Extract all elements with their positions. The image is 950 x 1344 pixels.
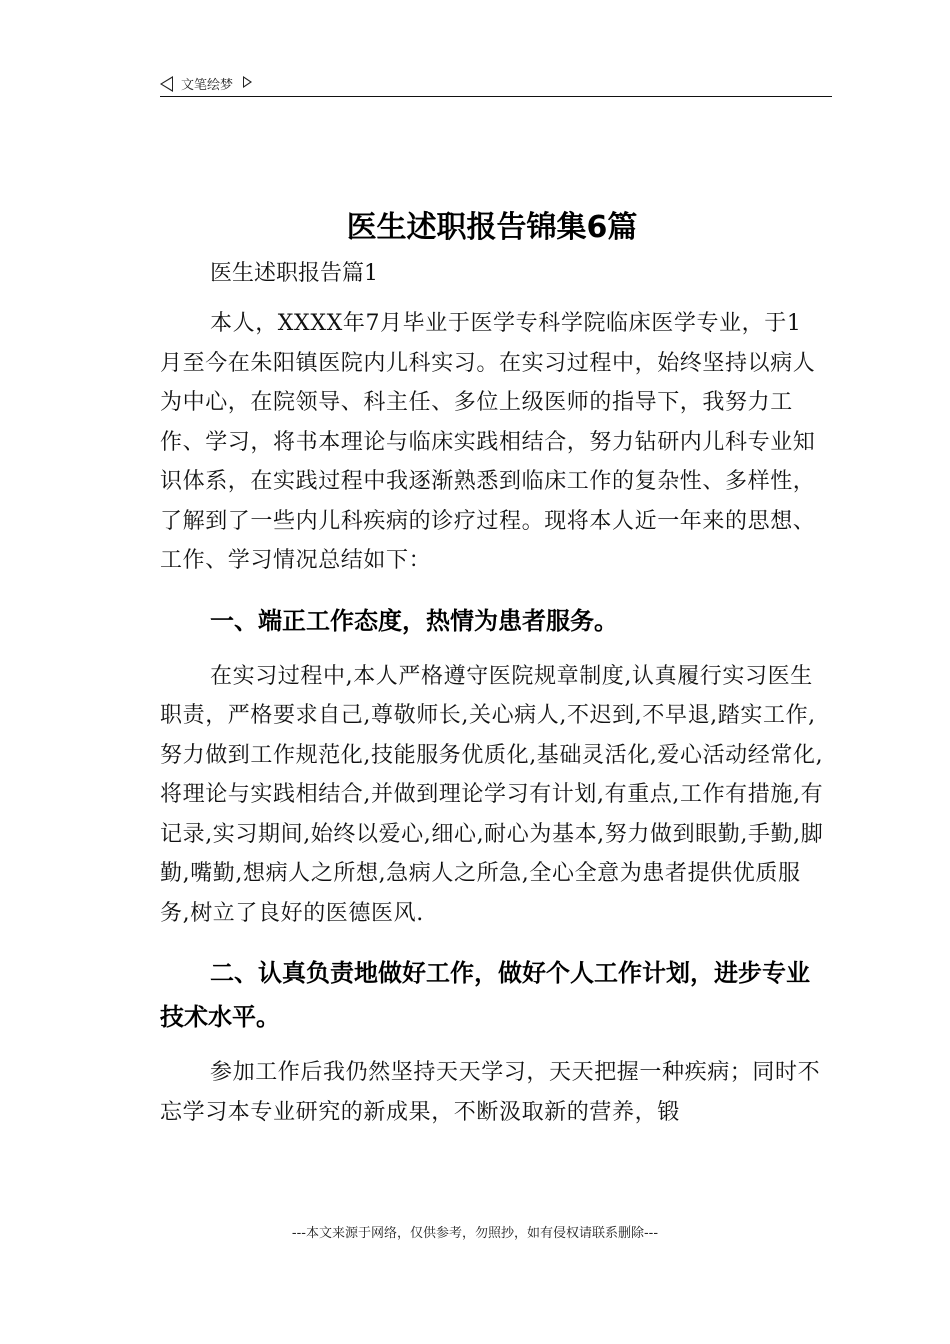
section-subtitle: 医生述职报告篇1 bbox=[210, 261, 378, 286]
section-heading-2: 二、认真负责地做好工作，做好个人工作计划，进步专业技术水平。 bbox=[160, 959, 810, 1031]
triangle-right-icon bbox=[243, 76, 252, 88]
paragraph-attitude: 在实习过程中,本人严格遵守医院规章制度,认真履行实习医生职责，严格要求自己,尊敬师长,关心病人,不迟到,不早退,踏实工作,努力做到工作规范化,技能服务优质化,基础灵活化,爱心活动经常化,将理论与实践相结合,并做到理论学习有计划,有重点,工作有措施,有记录,实习期间,始终以爱心,细心,耐心为基本,努力做到眼勤,手勤,脚勤,嘴勤,想病人之所想,急病人之所急,全心全意为患者提供优质服务,树立了良好的医德医风. bbox=[160, 663, 824, 926]
triangle-left-icon bbox=[160, 76, 173, 92]
document-title: 医生述职报告锦集6篇 bbox=[346, 210, 638, 245]
page-header bbox=[160, 74, 252, 93]
paragraph-intro: 本人，XXXX年7月毕业于医学专科学院临床医学专业，于1月至今在朱阳镇医院内儿科实习。在实习过程中，始终坚持以病人为中心，在院领导、科主任、多位上级医师的指导下，我努力工作、学习，将书本理论与临床实践相结合，努力钻研内儿科专业知识体系，在实践过程中我逐渐熟悉到临床工作的复杂性、多样性，了解到了一些内儿科疾病的诊疗过程。现将本人近一年来的思想、工作、学习情况总结如下： bbox=[160, 311, 816, 573]
document-body bbox=[160, 200, 824, 1133]
header-brand: 文笔绘梦 bbox=[181, 78, 234, 93]
paragraph-study: 参加工作后我仍然坚持天天学习，天天把握一种疾病；同时不忘学习本专业研究的新成果，不断汲取新的营养，锻 bbox=[160, 1060, 821, 1125]
header-divider bbox=[160, 96, 832, 97]
footer-notice: ---本文来源于网络，仅供参考，勿照抄，如有侵权请联系删除--- bbox=[291, 1226, 659, 1241]
section-heading-1: 一、端正工作态度，热情为患者服务。 bbox=[210, 606, 618, 635]
